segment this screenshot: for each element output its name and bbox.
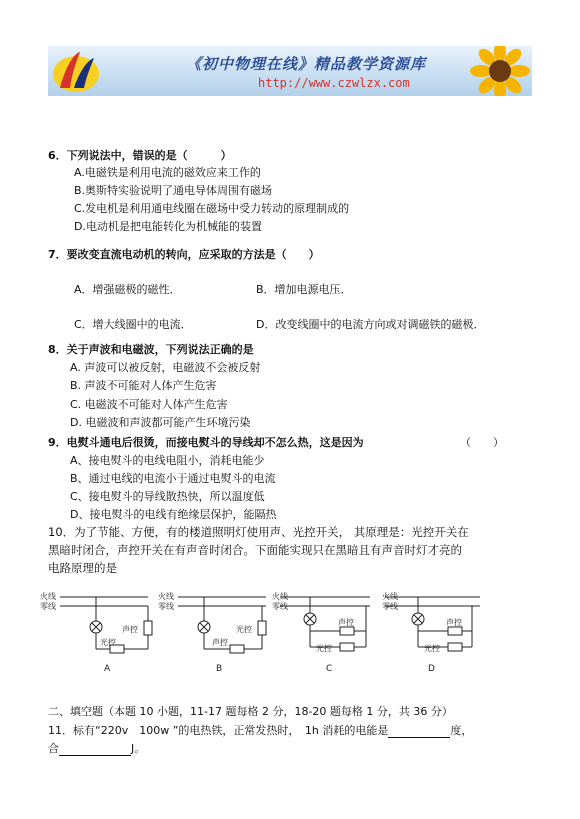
q9-answer-paren: （ ）	[460, 436, 504, 449]
label-light-d: 光控	[424, 644, 440, 653]
q8-option-c: C. 电磁波不可能对人体产生危害	[70, 398, 228, 411]
q8-option-b: B. 声波不可能对人体产生危害	[70, 379, 217, 392]
label-sound-c: 声控	[338, 618, 354, 627]
q11-blank-2[interactable]	[59, 744, 131, 756]
q9-option-d: D、接电熨斗的电线有绝缘层保护，能隔热	[70, 508, 277, 521]
q7-option-d: D．改变线圈中的电流方向或对调磁铁的磁极．	[256, 318, 485, 331]
circuit-d	[385, 597, 480, 651]
q9-option-b: B、通过电线的电流小于通过电熨斗的电流	[70, 472, 276, 485]
label-light-a: 光控	[100, 638, 116, 647]
circuit-c	[280, 597, 370, 651]
label-neutral-c: 零线	[272, 602, 288, 611]
q11-blank-1[interactable]	[388, 726, 450, 738]
q8-option-d: D. 电磁波和声波都可能产生环境污染	[70, 416, 251, 429]
q7-option-c: C．增大线圈中的电流．	[74, 318, 192, 331]
q6-stem: 6．下列说法中，错误的是（ ）	[48, 149, 232, 162]
circuit-diagrams	[40, 587, 490, 679]
section-heading: 二、填空题（本题 10 小题，11-17 题每格 2 分，18-20 题每格 1 分，共 36 分）	[48, 705, 453, 718]
q11-line-2	[48, 742, 145, 756]
q10-line-3: 电路原理的是	[48, 561, 117, 575]
label-live-d: 火线	[382, 592, 398, 601]
label-light-b: 光控	[236, 625, 252, 634]
label-sound-b: 声控	[212, 638, 228, 647]
q8-stem: 8．关于声波和电磁波，下列说法正确的是	[48, 343, 254, 356]
label-neutral-d: 零线	[382, 602, 398, 611]
banner-title: 《初中物理在线》精品教学资源库	[186, 55, 427, 73]
q11-text-d: J。	[131, 742, 146, 755]
label-live-c: 火线	[272, 592, 288, 601]
header-banner	[48, 46, 532, 96]
q10-line-2: 黑暗时闭合，声控开关在有声音时闭合。下面能实现只在黑暗且有声音时灯才亮的	[48, 543, 462, 557]
site-logo	[50, 48, 102, 94]
q10-line-1: 10．为了节能、方便，有的楼道照明灯使用声、光控开关， 其原理是：光控开关在	[48, 525, 469, 539]
q11-line-1	[48, 724, 472, 738]
q8-option-a: A. 声波可以被反射，电磁波不会被反射	[70, 361, 261, 374]
q11-text-a: 11．标有“220v 100w ”的电热铁，正常发热时， 1h 消耗的电能是	[48, 724, 389, 737]
q7-option-a: A．增强磁极的磁性．	[74, 283, 181, 296]
q6-option-c: C.发电机是利用通电线圈在磁场中受力转动的原理制成的	[74, 202, 350, 215]
label-live-b: 火线	[158, 592, 174, 601]
q11-text-b: 度，	[450, 724, 473, 737]
choice-label-d: D	[428, 664, 435, 674]
choice-label-a: A	[104, 664, 111, 674]
q9-option-a: A、接电熨斗的电线电阻小，消耗电能少	[70, 454, 265, 467]
label-light-c: 光控	[316, 644, 332, 653]
q7-stem: 7．要改变直流电动机的转向，应采取的方法是（ ）	[48, 248, 320, 261]
label-sound-d: 声控	[446, 618, 462, 627]
q11-text-c: 合	[48, 742, 59, 755]
q7-option-b: B．增加电源电压．	[256, 283, 352, 296]
sunflower-icon	[468, 46, 532, 96]
q6-option-d: D.电动机是把电能转化为机械能的装置	[74, 220, 262, 233]
q6-option-b: B.奥斯特实验说明了通电导体周围有磁场	[74, 184, 273, 197]
label-live-a: 火线	[40, 592, 56, 601]
label-neutral-a: 零线	[40, 602, 56, 611]
q9-option-c: C、接电熨斗的导线散热快，所以温度低	[70, 490, 265, 503]
banner-url: http://www.czwlzx.com	[258, 76, 410, 90]
choice-label-b: B	[216, 664, 223, 674]
q9-stem: 9．电熨斗通电后很烫，而接电熨斗的导线却不怎么热，这是因为	[48, 436, 364, 449]
label-sound-a: 声控	[122, 625, 138, 634]
label-neutral-b: 零线	[158, 602, 174, 611]
choice-label-c: C	[326, 664, 333, 674]
q6-option-a: A.电磁铁是利用电流的磁效应来工作的	[74, 166, 261, 179]
